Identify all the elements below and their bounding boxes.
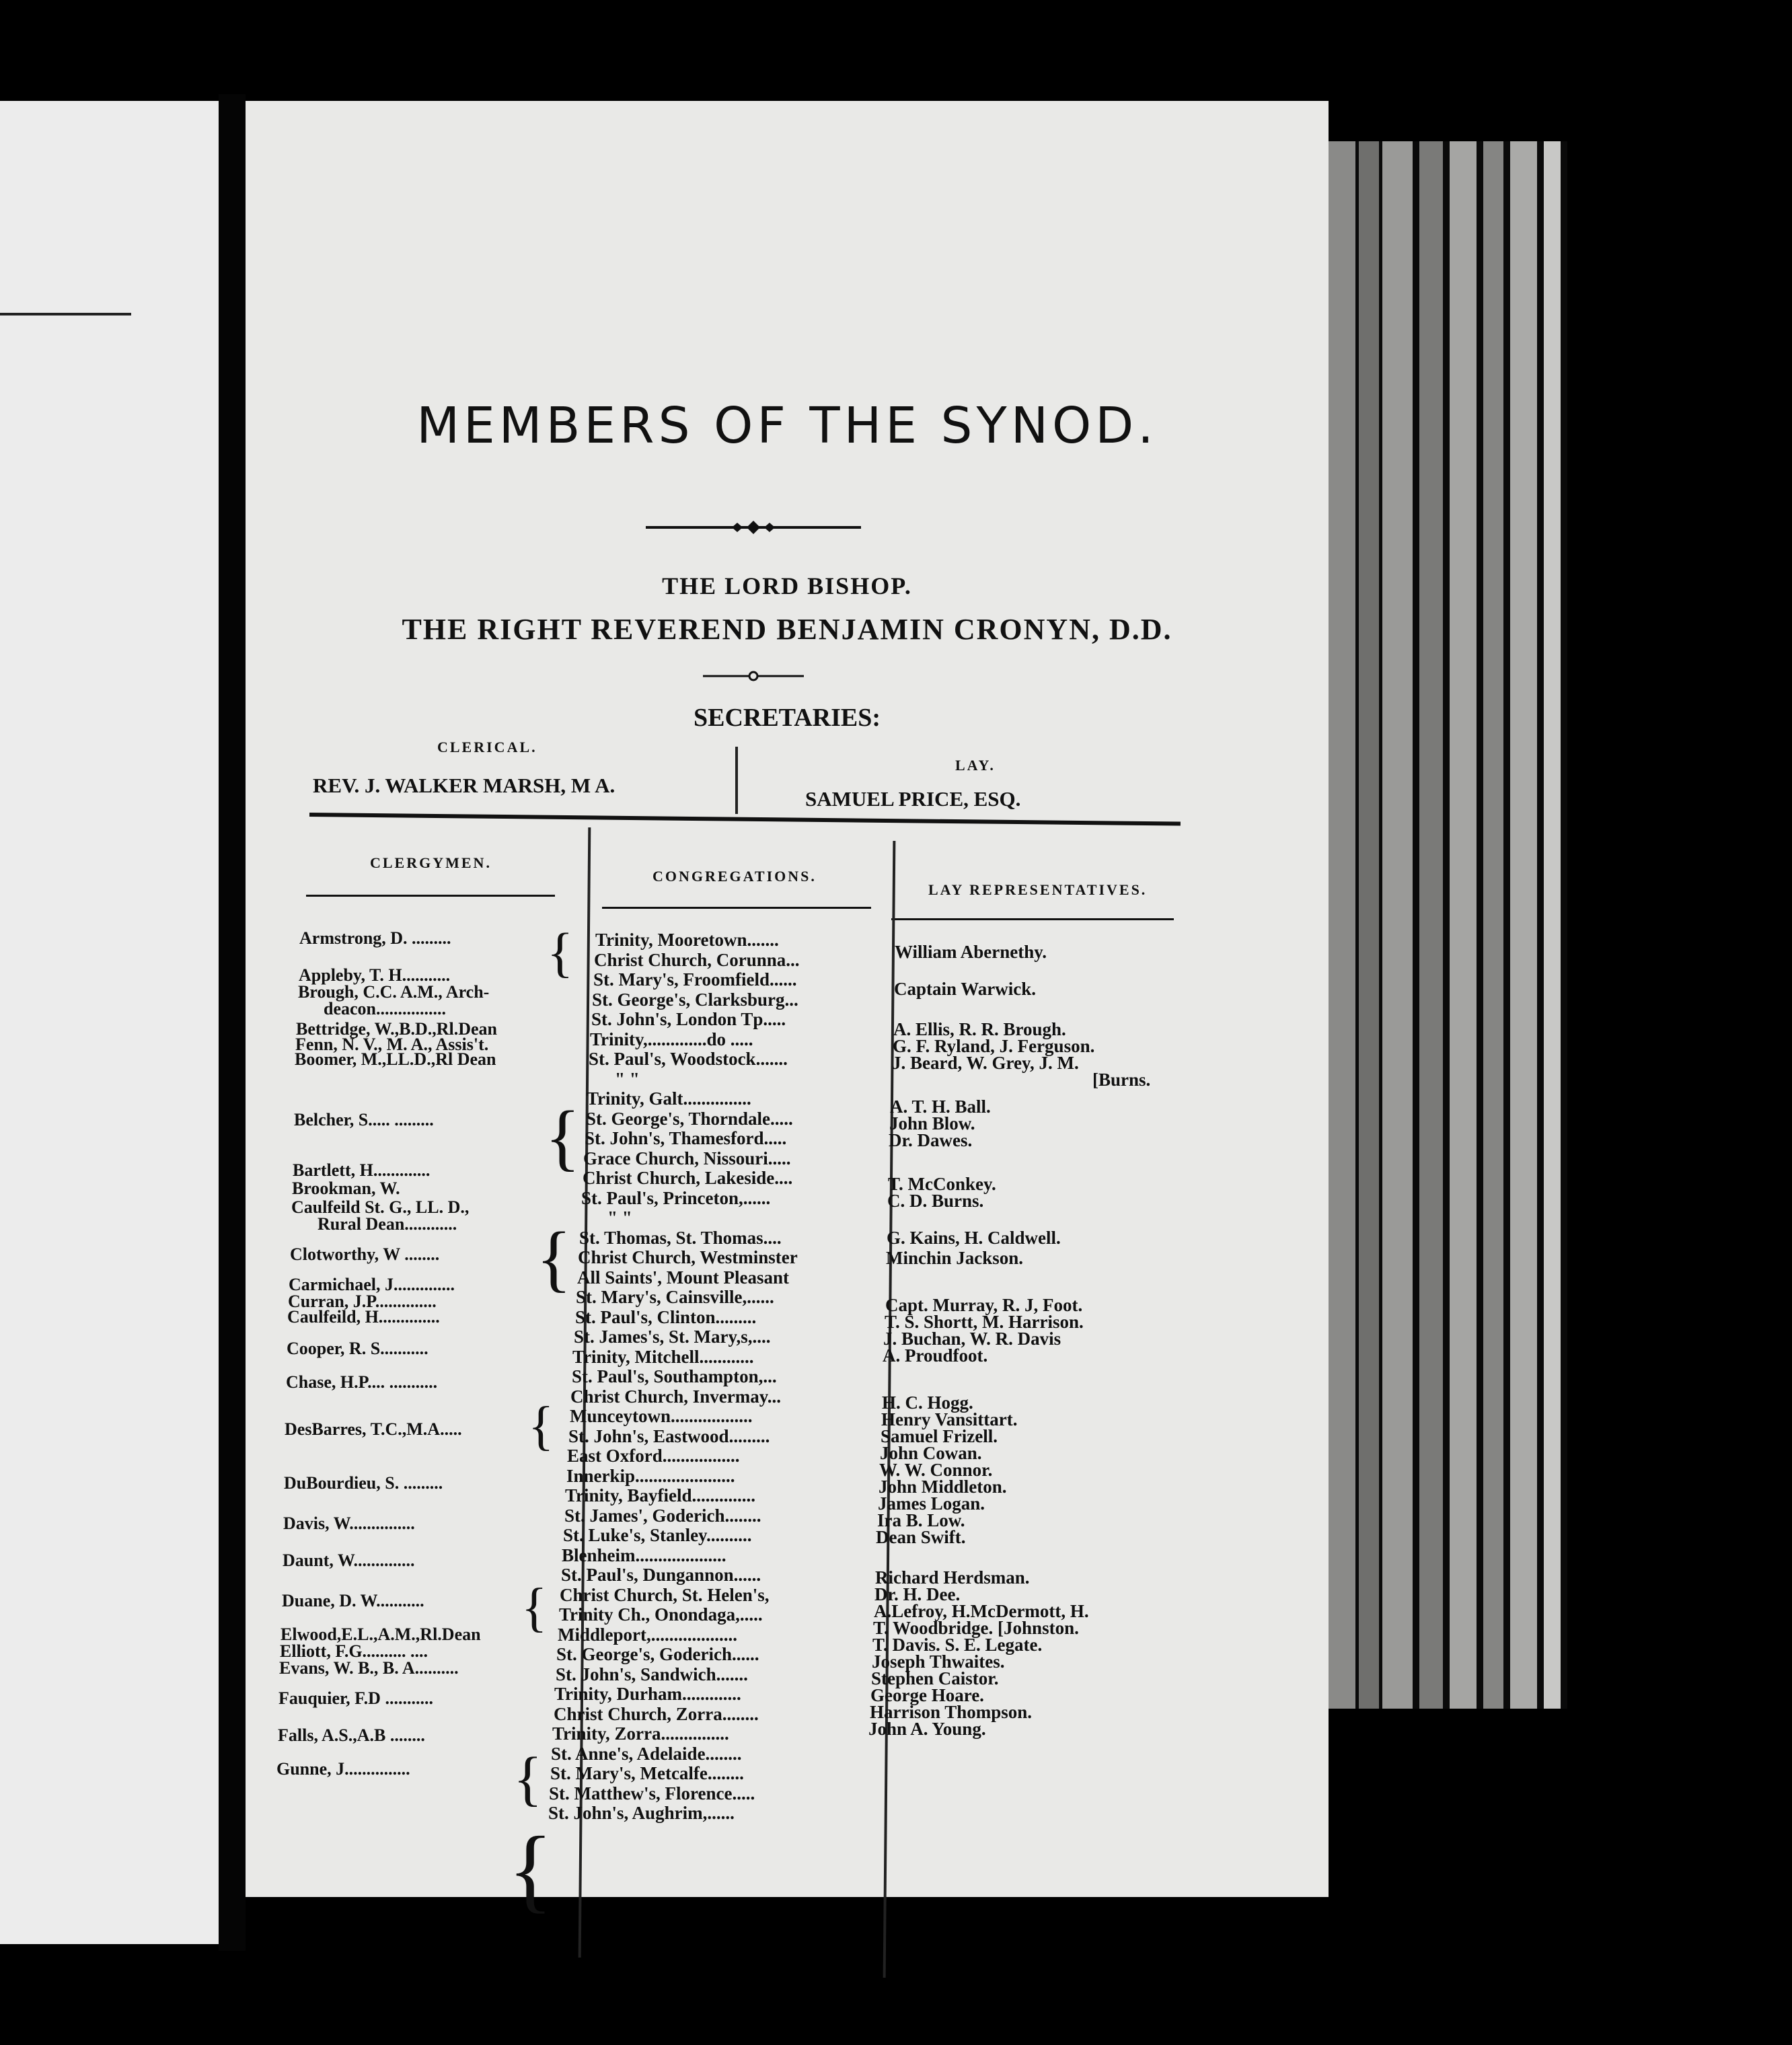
congregation-entry: St. John's, London Tp..... (591, 1009, 786, 1029)
lay-representative-entry: Dr. H. Dee. (874, 1584, 961, 1604)
congregation-entry: Christ Church, Westminster (578, 1247, 798, 1267)
clergyman-entry: Brookman, W. (292, 1179, 400, 1198)
lay-representative-entry: G. F. Ryland, J. Ferguson. (893, 1036, 1095, 1056)
congregation-entry: Munceytown.................. (570, 1406, 753, 1426)
congregation-entry: Christ Church, Lakeside.... (583, 1168, 793, 1188)
congregation-entry: Trinity, Zorra............... (552, 1723, 729, 1744)
clergyman-entry: Duane, D. W........... (282, 1591, 424, 1610)
lay-secretary: SAMUEL PRICE, ESQ. (805, 787, 1021, 811)
lay-representative-entry: C. D. Burns. (887, 1191, 984, 1211)
congregation-entry: Middleport,................... (558, 1625, 737, 1645)
congregation-entry: " " (607, 1207, 632, 1228)
brace: { (521, 1578, 548, 1637)
lay-representative-entry: T. Woodbridge. [Johnston. (873, 1618, 1079, 1638)
congregation-entry: St. Paul's, Southampton,... (572, 1366, 777, 1386)
congregation-entry: St. James's, St. Mary,s,.... (574, 1327, 771, 1347)
clerical-secretary: REV. J. WALKER MARSH, M A. (313, 774, 615, 797)
brace: { (508, 1818, 554, 1922)
brace: { (545, 1096, 581, 1178)
page-title: MEMBERS OF THE SYNOD. (416, 397, 1158, 455)
clergyman-entry: Belcher, S..... ......... (294, 1110, 434, 1129)
congregation-entry: Trinity,.............do ..... (590, 1029, 753, 1049)
left-page-rule (0, 313, 131, 315)
congregation-entry: Trinity, Mooretown....... (595, 930, 779, 950)
congregation-entry: St. James', Goderich........ (564, 1505, 761, 1526)
lay-representative-entry: George Hoare. (870, 1685, 984, 1705)
congregation-entry: St. John's, Aughrim,...... (548, 1803, 735, 1823)
title-ornament (646, 516, 861, 539)
clergyman-entry: Brough, C.C. A.M., Arch- (298, 982, 490, 1002)
brace: { (547, 922, 574, 983)
congregation-entry: St. George's, Thorndale..... (586, 1109, 793, 1129)
secretaries-divider (735, 747, 738, 814)
brace: { (528, 1397, 554, 1456)
congregation-entry: St. Paul's, Princeton,...... (581, 1188, 771, 1208)
brace: { (536, 1217, 572, 1299)
book-page (246, 101, 1329, 1922)
secretaries-heading: SECRETARIES: (693, 704, 881, 732)
bishop-name: THE RIGHT REVEREND BENJAMIN CRONYN, D.D. (402, 613, 1172, 646)
bishop-title: THE LORD BISHOP. (662, 572, 912, 599)
clergymen-underline (306, 895, 555, 897)
clergyman-entry: DuBourdieu, S. ......... (284, 1473, 443, 1493)
congregation-entry: Grace Church, Nissouri..... (583, 1148, 791, 1168)
congregation-entry: St. Paul's, Clinton......... (575, 1307, 757, 1327)
congregation-entry: All Saints', Mount Pleasant (577, 1267, 790, 1288)
clergyman-entry: Caulfeild St. G., LL. D., (291, 1197, 470, 1217)
congregation-entry: St. Paul's, Dungannon...... (561, 1565, 761, 1585)
clergyman-entry: Elliott, F.G.......... .... (280, 1641, 428, 1661)
clergyman-entry: Rural Dean............ (318, 1214, 457, 1234)
lay-representative-entry: William Abernethy. (895, 942, 1047, 962)
clergyman-entry: DesBarres, T.C.,M.A..... (285, 1419, 462, 1439)
lay-representative-entry: Dr. Dawes. (889, 1130, 973, 1150)
lay-representative-entry: J. Beard, W. Grey, J. M. (892, 1053, 1079, 1073)
congregation-entry: St. Anne's, Adelaide........ (551, 1744, 742, 1764)
lay-representative-entry: T. Davis. S. E. Legate. (872, 1635, 1043, 1655)
congregation-entry: East Oxford................. (567, 1446, 740, 1466)
lay-underline (891, 918, 1174, 920)
clerical-label: CLERICAL. (437, 739, 537, 755)
congregation-entry: St. Paul's, Woodstock....... (589, 1049, 788, 1069)
book-gutter (219, 94, 246, 1951)
lay-representative-entry: John Middleton. (879, 1477, 1007, 1497)
lay-representative-entry: J. Buchan, W. R. Davis (883, 1329, 1061, 1349)
brace: { (513, 1746, 543, 1812)
congregation-entry: Trinity, Durham............. (554, 1684, 741, 1704)
lay-representative-entry: Ira B. Low. (877, 1510, 965, 1530)
lay-representative-entry: John Cowan. (880, 1443, 982, 1463)
lay-representative-entry: T. S. Shortt, M. Harrison. (885, 1312, 1084, 1332)
clergyman-entry: Caulfeild, H.............. (287, 1307, 440, 1327)
clergyman-entry: Bartlett, H............. (293, 1160, 431, 1180)
lay-representative-entry: A.Lefroy, H.McDermott, H. (874, 1601, 1089, 1621)
clergyman-entry: Clotworthy, W ........ (290, 1244, 440, 1264)
congregations-heading: CONGREGATIONS. (652, 868, 817, 885)
page-edges (1318, 141, 1567, 1709)
congregation-entry: St. John's, Sandwich....... (556, 1664, 748, 1684)
header-rule (309, 813, 1181, 826)
congregation-entry: St. John's, Thamesford..... (585, 1128, 787, 1148)
congregation-entry: St. Luke's, Stanley.......... (563, 1525, 752, 1545)
congregation-entry: Trinity, Mitchell............ (572, 1347, 754, 1367)
lay-representative-entry: Joseph Thwaites. (872, 1651, 1005, 1672)
lay-representative-entry: A. Ellis, R. R. Brough. (893, 1019, 1066, 1039)
congregation-entry: Innerkip...................... (566, 1466, 735, 1486)
congregation-entry: St. Thomas, St. Thomas.... (579, 1228, 782, 1248)
congregation-entry: Trinity Ch., Onondaga,..... (559, 1604, 763, 1625)
clergyman-entry: Fenn, N. V., M. A., Assis't. (295, 1035, 489, 1054)
clergyman-entry: Gunne, J............... (276, 1759, 410, 1779)
clergyman-entry: Elwood,E.L.,A.M.,Rl.Dean (281, 1625, 481, 1644)
congregations-column (548, 930, 878, 1979)
lay-representative-entry: Stephen Caistor. (871, 1668, 999, 1688)
congregation-entry: St. George's, Clarksburg... (592, 990, 798, 1010)
congregation-entry: St. John's, Eastwood......... (568, 1426, 770, 1446)
lay-representative-entry: H. C. Hogg. (882, 1392, 973, 1413)
clergyman-entry: Armstrong, D. ......... (299, 928, 451, 948)
clergyman-entry: Appleby, T. H........... (299, 965, 451, 985)
lay-representatives-column (868, 942, 1271, 1978)
lay-representative-entry: Captain Warwick. (894, 979, 1037, 999)
lay-representative-entry: Richard Herdsman. (875, 1567, 1030, 1588)
clergyman-entry: Daunt, W.............. (283, 1551, 415, 1570)
lay-representative-entry: T. McConkey. (888, 1174, 996, 1194)
clergyman-entry: Curran, J.P.............. (288, 1292, 437, 1311)
left-page (0, 101, 219, 1944)
lay-representative-entry: Harrison Thompson. (870, 1702, 1033, 1722)
clergyman-entry: Evans, W. B., B. A.......... (279, 1658, 459, 1678)
congregation-entry: Christ Church, Corunna... (594, 950, 800, 970)
congregation-entry: St. George's, Goderich...... (556, 1644, 759, 1664)
congregation-entry: Christ Church, Invermay... (570, 1386, 782, 1407)
lay-representative-entry: James Logan. (878, 1493, 985, 1514)
congregation-entry: " " (615, 1069, 640, 1089)
lay-representatives-heading: LAY REPRESENTATIVES. (928, 881, 1148, 898)
clergyman-entry: Cooper, R. S........... (287, 1339, 428, 1358)
clergyman-entry: Fauquier, F.D ........... (278, 1688, 433, 1708)
lay-representative-entry: John A. Young. (868, 1719, 986, 1739)
congregation-entry: Christ Church, St. Helen's, (560, 1585, 770, 1605)
congregation-entry: Christ Church, Zorra........ (554, 1704, 759, 1724)
clergyman-entry: deacon................ (324, 999, 446, 1018)
congregation-entry: St. Mary's, Froomfield...... (593, 969, 797, 990)
clergyman-entry: Carmichael, J.............. (289, 1275, 455, 1294)
lay-representative-entry: Capt. Murray, R. J, Foot. (885, 1295, 1083, 1315)
congregation-entry: St. Mary's, Metcalfe........ (550, 1763, 744, 1783)
lay-representative-entry: Henry Vansittart. (881, 1409, 1018, 1429)
lay-representative-entry: G. Kains, H. Caldwell. (887, 1228, 1061, 1248)
lay-representative-entry: Dean Swift. (876, 1527, 966, 1547)
congregation-entry: St. Matthew's, Florence..... (549, 1783, 755, 1804)
congregation-entry: Trinity, Bayfield.............. (565, 1485, 756, 1505)
clergyman-entry: Chase, H.P.... ........... (286, 1372, 438, 1392)
lay-representative-entry: Samuel Frizell. (881, 1426, 998, 1446)
lay-representative-entry: [Burns. (1092, 1070, 1151, 1090)
congregations-underline (602, 907, 871, 909)
lay-representative-entry: John Blow. (889, 1113, 975, 1133)
clergyman-entry: Boomer, M.,LL.D.,Rl Dean (295, 1049, 496, 1069)
lay-representative-entry: W. W. Connor. (879, 1460, 993, 1480)
lay-label: LAY. (955, 757, 996, 774)
clergyman-entry: Davis, W............... (283, 1514, 415, 1533)
bishop-ornament (703, 666, 804, 686)
lay-representative-entry: A. T. H. Ball. (890, 1096, 991, 1117)
clergyman-entry: Falls, A.S.,A.B ........ (278, 1725, 425, 1745)
lay-representative-entry: A. Proudfoot. (883, 1345, 988, 1366)
congregation-entry: St. Mary's, Cainsville,...... (576, 1287, 774, 1307)
congregation-entry: Blenheim.................... (562, 1545, 726, 1565)
clergymen-heading: CLERGYMEN. (370, 854, 492, 871)
clergyman-entry: Bettridge, W.,B.D.,Rl.Dean (296, 1019, 497, 1039)
congregation-entry: Trinity, Galt............... (587, 1088, 751, 1109)
lay-representative-entry: Minchin Jackson. (886, 1248, 1024, 1268)
